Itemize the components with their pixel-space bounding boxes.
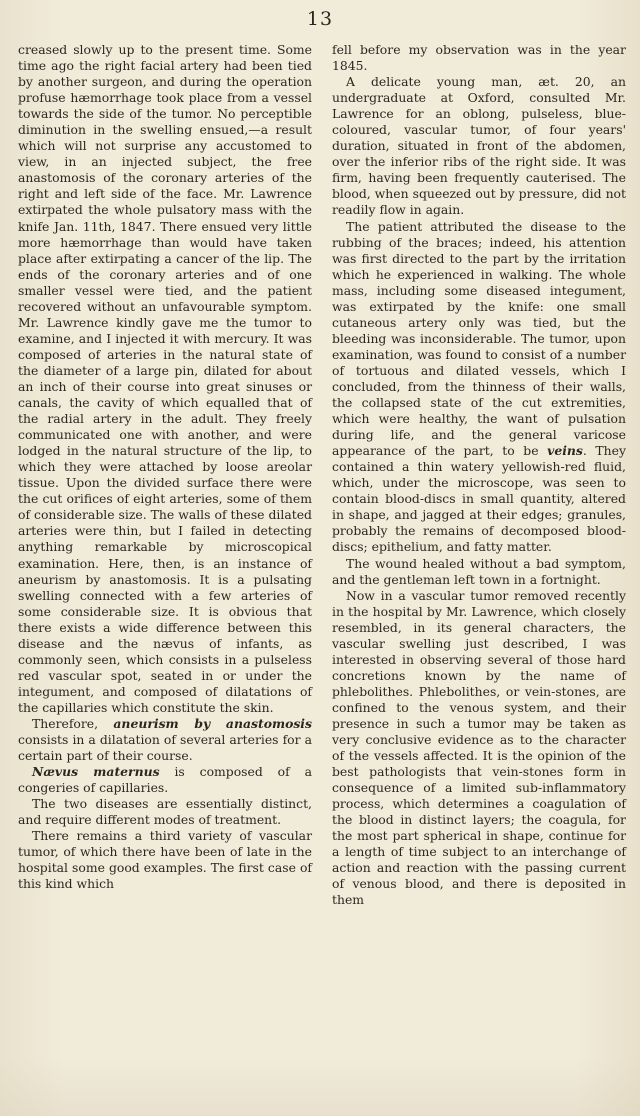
paragraph: [18, 764, 312, 796]
text-run: is composed of a congeries of capillaries.: [18, 764, 312, 796]
paragraph: [18, 716, 312, 764]
page-edge-shading: [0, 1056, 640, 1116]
text-run: . They contained a thin watery yellowish-red fluid, which, under the microscope, was seen to contain blood-discs in small quantity, altered in shape, and jagged at their edges; granules, probably the remains of decomposed blood-discs; epithelium, and fatty matter.: [332, 443, 626, 555]
paragraph: The two diseases are essentially distinct, and require different modes of treatment.: [18, 796, 312, 828]
page-number: 13: [306, 8, 334, 30]
left-column: [18, 42, 312, 892]
emphasis-term: veins: [547, 443, 583, 459]
text-run: consists in a dilatation of several arteries for a certain part of their course.: [18, 732, 312, 764]
paragraph: The wound healed without a bad symptom, and the gentleman left town in a fortnight.: [332, 555, 626, 587]
emphasis-term: Nævus maternus: [32, 764, 160, 780]
paragraph: Now in a vascular tumor removed recently in the hospital by Mr. Lawrence, which closely resembled, in its general characters, the vascular swelling just described, I was interested in observing several of those hard concretions known by the name of phlebolithes. Phlebolithes, or vein-stones, are confined to the venous system, and their presence in such a tumor may be taken as very conclusive evidence as to the character of the vessels affected. It is the opinion of the best pathologists that vein-stones form in consequence of a limited sub-inflammatory process, which determines a coagulation of the blood in distinct layers; the coagula, for the most part spherical in shape, continue for a length of time subject to an interchange of action and reaction with the passing current of venous blood, and there is deposited in them: [332, 587, 626, 908]
emphasis-term: aneurism by anastomosis: [113, 715, 312, 731]
text-run: The patient attributed the disease to the rubbing of the braces; indeed, his attention was first directed to the part by the irritation which he experienced in walking. The whole mass, including some diseased integument, was extirpated by the knife: one small cutaneous artery only was tied, but the bleeding was inconsiderable. The tumor, upon examination, was found to consist of a number of tortuous and dilated vessels, which I concluded, from the thinness of their walls, the collapsed state of the cut extremities, which were healthy, the want of pulsation during life, and the general varicose appearance of the part, to be: [332, 218, 626, 459]
paragraph: creased slowly up to the present time. Some time ago the right facial artery had been tied by another surgeon, and during the operation profuse hæmorrhage took place from a vessel towards the side of the tumor. No perceptible diminution in the swelling ensued,—a result which will not surprise any accustomed to view, in an injected subject, the free anastomosis of the coronary arteries of the right and left side of the face. Mr. Lawrence extirpated the whole pulsatory mass with the knife Jan. 11th, 1847. There ensued very little more hæmorrhage than would have taken place after extirpating a cancer of the lip. The ends of the coronary arteries and of one smaller vessel were tied, and the patient recovered without an unfavourable symptom. Mr. Lawrence kindly gave me the tumor to examine, and I injected it with mercury. It was composed of arteries in the natural state of the diameter of a large pin, dilated for about an inch of their course into great sinuses or canals, the cavity of which equalled that of the radial artery in the adult. They freely communicated one with another, and were lodged in the natural structure of the lip, to which they were attached by loose areolar tissue. Upon the divided surface there were the cut orifices of eight arteries, some of them of considerable size. The walls of these dilated arteries were thin, but I failed in detecting anything remarkable by microscopical examination. Here, then, is an instance of aneurism by anastomosis. It is a pulsating swelling connected with a few arteries of some considerable size. It is obvious that there exists a wide difference between this disease and the nævus of infants, as commonly seen, which consists in a pulseless red vascular spot, seated in or under the integument, and composed of dilatations of the capillaries which constitute the skin.: [18, 42, 312, 715]
right-column: [332, 42, 626, 909]
paragraph: There remains a third variety of vascular tumor, of which there have been of late in the hospital some good examples. The first case of this kind which: [18, 828, 312, 892]
paragraph: [332, 219, 626, 556]
paragraph: fell before my observation was in the year 1845.: [332, 42, 626, 74]
text-run: Therefore,: [32, 715, 114, 731]
paragraph: A delicate young man, æt. 20, an undergraduate at Oxford, consulted Mr. Lawrence for an oblong, pulseless, blue-coloured, vascular tumor, of four years' duration, situated in front of the abdomen, over the inferior ribs of the right side. It was firm, having been frequently cauterised. The blood, when squeezed out by pressure, did not readily flow in again.: [332, 74, 626, 218]
